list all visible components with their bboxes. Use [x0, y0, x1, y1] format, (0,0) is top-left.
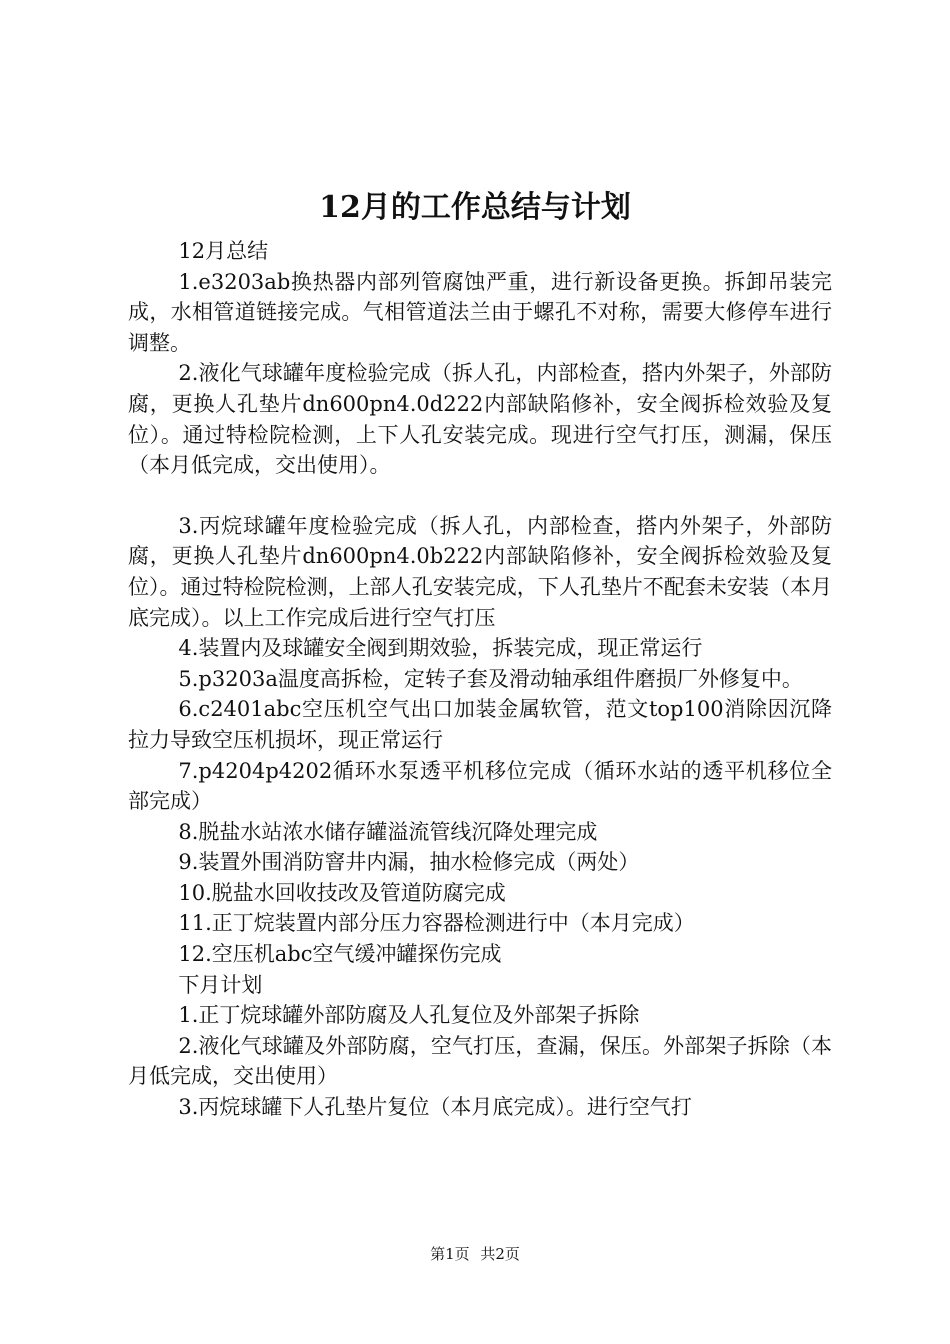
- plan-item: 1.正丁烷球罐外部防腐及人孔复位及外部架子拆除: [178, 1003, 640, 1028]
- plan-item: 2.液化气球罐及外部防腐，空气打压，查漏，保压。外部架子拆除（本月低完成，交出使用）: [128, 1033, 832, 1089]
- summary-item: 6.c2401abc空压机空气出口加装金属软管，范文top100消除因沉降拉力导致空压机损坏，现正常运行: [128, 697, 832, 752]
- summary-item: 9.装置外围消防窨井内漏，抽水检修完成（两处）: [178, 850, 640, 875]
- plan-heading: 下月计划: [178, 972, 263, 997]
- summary-item: 10.脱盐水回收技改及管道防腐完成: [178, 880, 506, 905]
- plan-item: 3.丙烷球罐下人孔垫片复位（本月底完成）。进行空气打: [178, 1095, 692, 1120]
- summary-item: 4.装置内及球罐安全阀到期效验，拆装完成，现正常运行: [178, 636, 703, 661]
- summary-item: 5.p3203a温度高拆检，定转子套及滑动轴承组件磨损厂外修复中。: [178, 666, 803, 691]
- summary-item: 12.空压机abc空气缓冲罐探伤完成: [178, 942, 502, 967]
- page-number: 第1页: [430, 1245, 470, 1263]
- page-footer: [0, 1244, 950, 1264]
- summary-item: 11.正丁烷装置内部分压力容器检测进行中（本月完成）: [178, 911, 695, 936]
- summary-item: 3.丙烷球罐年度检验完成（拆人孔，内部检查，搭内外架子，外部防腐，更换人孔垫片dn600pn4.0b222内部缺陷修补，安全阀拆检效验及复位）。通过特检院检测，上部人孔安装完成，下人孔垫片不配套未安装（本月底完成）。以上工作完成后进行空气打压: [128, 513, 832, 630]
- page-title: 12月的工作总结与计划: [319, 190, 631, 225]
- page-total: 共2页: [480, 1245, 520, 1263]
- document-body: [128, 236, 832, 1123]
- summary-item: 1.e3203ab换热器内部列管腐蚀严重，进行新设备更换。拆卸吊装完成，水相管道链接完成。气相管道法兰由于螺孔不对称，需要大修停车进行调整。: [128, 269, 832, 355]
- summary-item: 2.液化气球罐年度检验完成（拆人孔，内部检查，搭内外架子，外部防腐，更换人孔垫片dn600pn4.0d222内部缺陷修补，安全阀拆检效验及复位）。通过特检院检测，上下人孔安装完成。现进行空气打压，测漏，保压（本月低完成，交出使用）。: [128, 361, 832, 478]
- summary-item: 8.脱盐水站浓水储存罐溢流管线沉降处理完成: [178, 819, 598, 844]
- summary-item: 7.p4204p4202循环水泵透平机移位完成（循环水站的透平机移位全部完成）: [128, 758, 832, 814]
- summary-heading: 12月总结: [178, 239, 269, 263]
